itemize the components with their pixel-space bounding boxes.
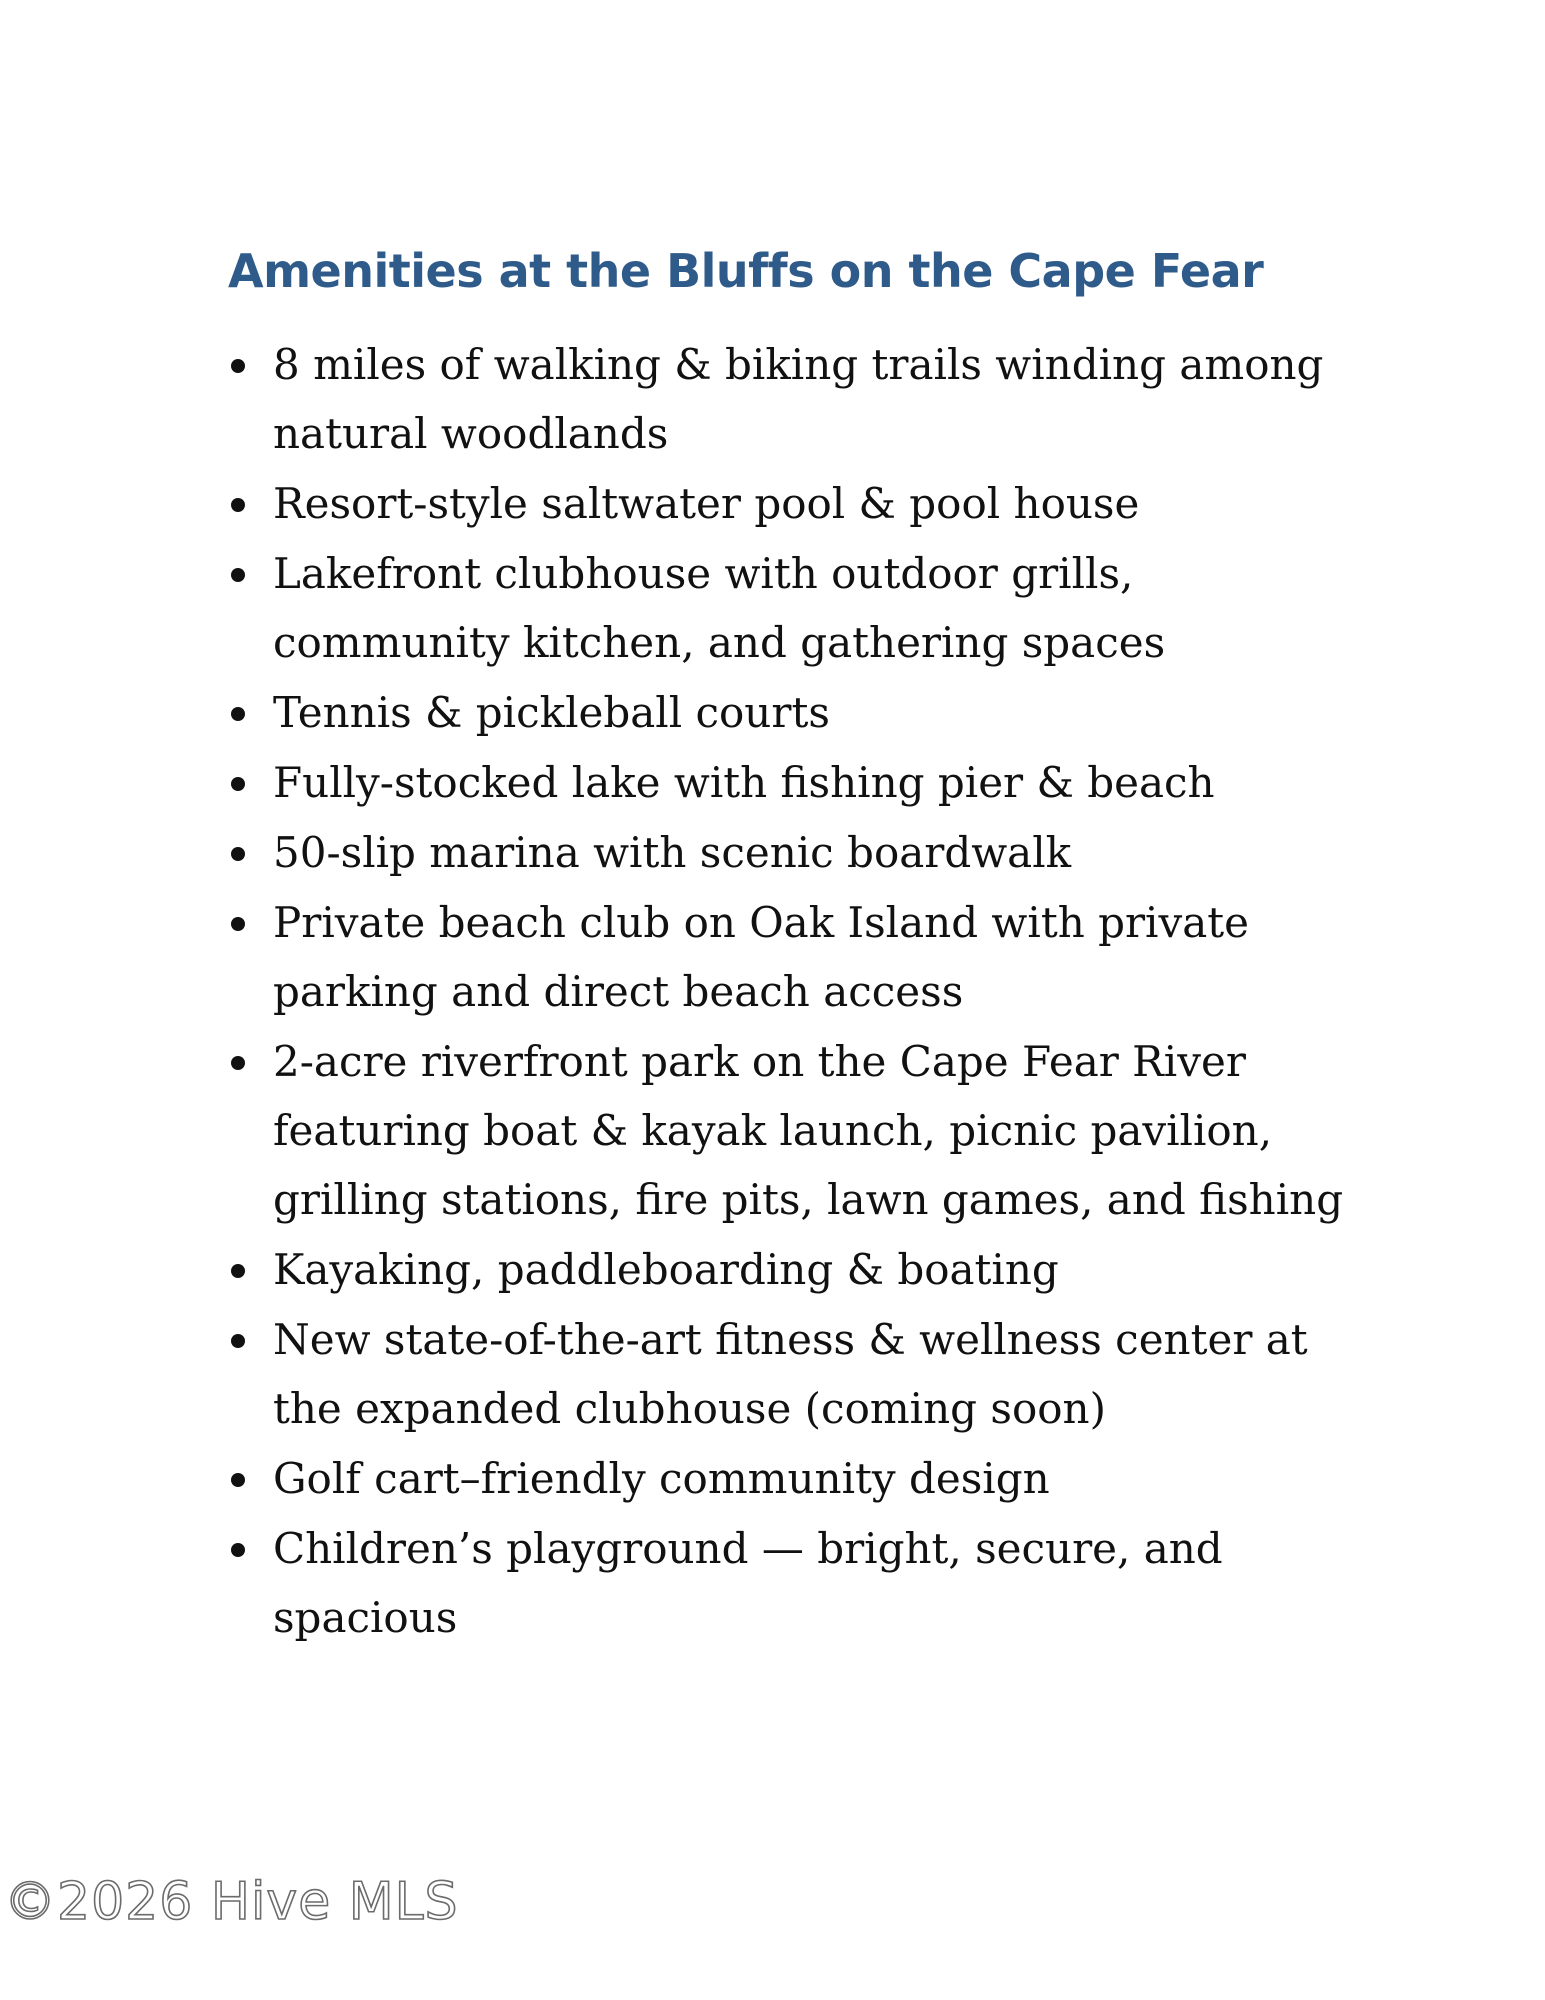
amenity-text: Private beach club on Oak Island with private parking and direct beach access: [273, 898, 1249, 1016]
list-item: [228, 1305, 1348, 1443]
amenity-text: 2-acre riverfront park on the Cape Fear River featuring boat & kayak launch, picnic pavilion, grilling stations, fire pits, lawn games, and fishing: [273, 1037, 1344, 1224]
list-item: [228, 1514, 1348, 1652]
list-item: [228, 330, 1348, 468]
list-item: [228, 1235, 1348, 1304]
bullet-icon: [231, 1473, 245, 1487]
amenity-text: New state-of-the-art fitness & wellness center at the expanded clubhouse (coming soon): [273, 1315, 1308, 1433]
amenity-text: Lakefront clubhouse with outdoor grills, community kitchen, and gathering spaces: [273, 549, 1166, 667]
list-item: [228, 1027, 1348, 1234]
amenity-text: Kayaking, paddleboarding & boating: [273, 1245, 1059, 1294]
bullet-icon: [231, 1543, 245, 1557]
amenity-text: Golf cart–friendly community design: [273, 1454, 1050, 1503]
amenity-text: Tennis & pickleball courts: [273, 688, 830, 737]
list-item: [228, 818, 1348, 887]
bullet-icon: [231, 917, 245, 931]
bullet-icon: [231, 359, 245, 373]
list-item: [228, 1444, 1348, 1513]
bullet-icon: [231, 498, 245, 512]
amenity-text: Fully-stocked lake with fishing pier & beach: [273, 758, 1215, 807]
list-item: [228, 678, 1348, 747]
bullet-icon: [231, 777, 245, 791]
bullet-icon: [231, 1264, 245, 1278]
amenity-text: Resort-style saltwater pool & pool house: [273, 479, 1140, 528]
watermark: ©2026 Hive MLS: [4, 1872, 459, 1932]
amenity-text: 50-slip marina with scenic boardwalk: [273, 828, 1072, 877]
bullet-icon: [231, 1056, 245, 1070]
amenity-text: Children’s playground — bright, secure, and spacious: [273, 1524, 1223, 1642]
page-title: Amenities at the Bluffs on the Cape Fear: [228, 244, 1264, 298]
list-item: [228, 539, 1348, 677]
bullet-icon: [231, 707, 245, 721]
bullet-icon: [231, 568, 245, 582]
list-item: [228, 469, 1348, 538]
amenity-list: [228, 330, 1348, 1653]
list-item: [228, 748, 1348, 817]
bullet-icon: [231, 847, 245, 861]
list-item: [228, 888, 1348, 1026]
amenity-text: 8 miles of walking & biking trails winding among natural woodlands: [273, 340, 1324, 458]
bullet-icon: [231, 1334, 245, 1348]
